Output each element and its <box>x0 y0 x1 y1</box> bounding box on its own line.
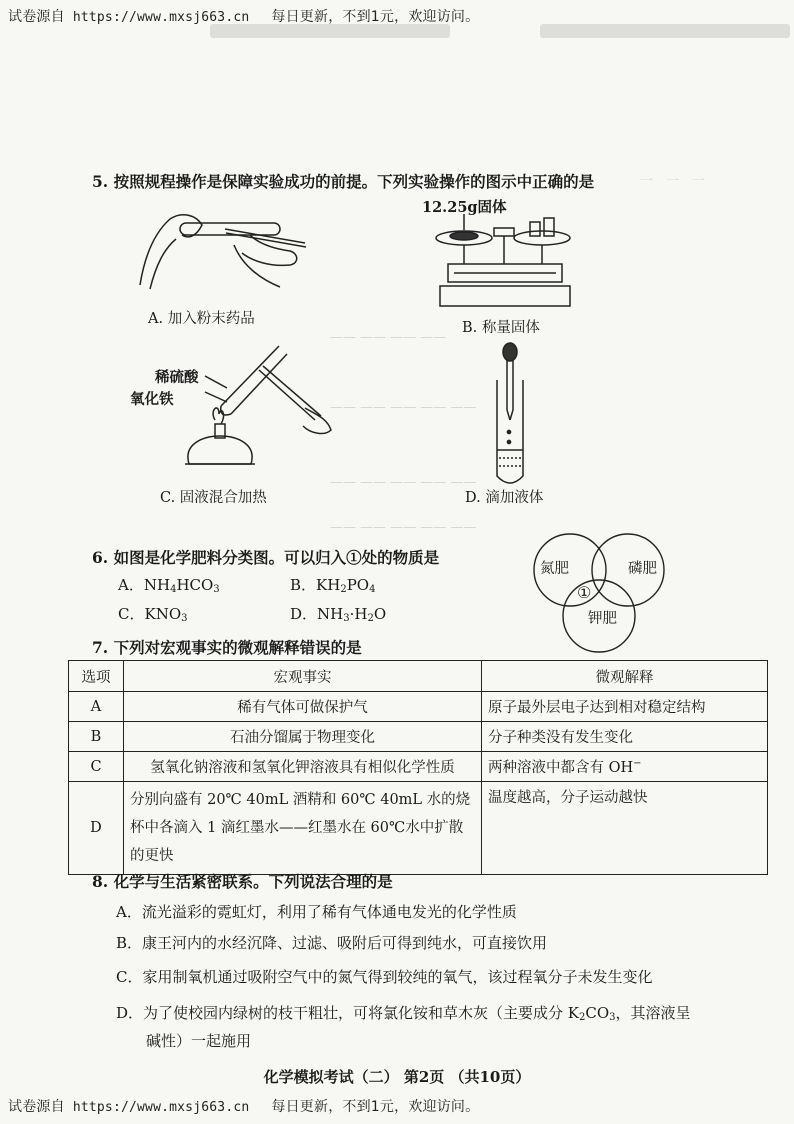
row-fact: 氢氧化钠溶液和氢氧化钾溶液具有相似化学性质 <box>124 752 482 782</box>
q8-option-d-line2: 碱性）一起施用 <box>146 1032 252 1050</box>
header-micro-explanation: 微观解释 <box>482 661 768 692</box>
q6-option-c[interactable]: C．$KNO_3$ <box>118 605 188 624</box>
row-fact: 石油分馏属于物理变化 <box>124 722 482 752</box>
figure-a-powder-adding <box>130 205 315 295</box>
scan-smudge <box>540 24 790 38</box>
figure-c-caption: C. 固液混合加热 <box>160 490 267 506</box>
figure-b-label: 12.25g固体 <box>422 199 507 216</box>
row-fact: 稀有气体可做保护气 <box>124 692 482 722</box>
q8-option-a[interactable]: A．流光溢彩的霓虹灯，利用了稀有气体通电发光的化学性质 <box>116 903 517 921</box>
banner-source: 试卷源自 <box>8 9 65 25</box>
row-option: B <box>69 722 124 752</box>
figure-d-caption: D. 滴加液体 <box>465 490 544 506</box>
venn-label-nitrogen: 氮肥 <box>540 561 569 577</box>
q8-stem: 8. 化学与生活紧密联系。下列说法合理的是 <box>92 872 393 891</box>
figure-b-caption: B. 称量固体 <box>462 320 540 336</box>
venn-mark-1: ① <box>577 583 592 602</box>
row-option: A <box>69 692 124 722</box>
figure-c-label-acid: 稀硫酸 <box>155 369 199 386</box>
q6-stem: 6. 如图是化学肥料分类图。可以归入①处的物质是 <box>92 548 440 567</box>
header-option: 选项 <box>69 661 124 692</box>
figure-a-caption: A. 加入粉末药品 <box>148 311 255 327</box>
table-row[interactable] <box>69 722 768 752</box>
page-footer: 化学模拟考试（二） 第2页 （共10页） <box>263 1068 531 1086</box>
q8-option-c[interactable]: C．家用制氧机通过吸附空气中的氮气得到较纯的氧气，该过程氧分子未发生变化 <box>116 968 653 986</box>
row-option: D <box>69 782 124 875</box>
figure-d-dropper <box>485 340 535 490</box>
fertilizer-venn-diagram <box>525 532 685 657</box>
figure-b-balance <box>430 214 580 314</box>
table-row[interactable] <box>69 782 768 875</box>
q5-stem: 5. 按照规程操作是保障实验成功的前提。下列实验操作的图示中正确的是 <box>92 172 595 191</box>
q7-table <box>68 660 768 875</box>
banner-url[interactable]: https://www.mxsj663.cn <box>72 1100 250 1115</box>
table-row[interactable] <box>69 752 768 782</box>
bleed-through: —— —— —— —— —— <box>330 475 477 490</box>
q8-option-d[interactable]: D．为了使校园内绿树的枝干粗壮，可将氯化铵和草木灰（主要成分 $K_2CO_3$，其溶液呈 <box>116 1004 691 1023</box>
row-explanation: 原子最外层电子达到相对稳定结构 <box>482 692 768 722</box>
table-header-row <box>69 661 768 692</box>
row-explanation: 温度越高，分子运动越快 <box>482 782 768 875</box>
row-explanation: 分子种类没有发生变化 <box>482 722 768 752</box>
banner-source: 试卷源自 <box>8 1099 65 1115</box>
scan-smudge <box>210 24 450 38</box>
venn-label-phosphorus: 磷肥 <box>628 561 657 577</box>
figure-c-heating <box>175 340 335 470</box>
q6-option-d[interactable]: D．$NH_3\cdot H_2O$ <box>290 605 387 624</box>
bleed-through: —— —— —— —— <box>330 330 447 345</box>
row-option: C <box>69 752 124 782</box>
banner-note: 每日更新，不到1元，欢迎访问。 <box>271 9 480 25</box>
figure-c-label-oxide: 氧化铁 <box>130 391 174 408</box>
bleed-through: —— —— —— —— —— <box>330 400 477 415</box>
venn-label-potassium: 钾肥 <box>588 611 617 627</box>
watermark-banner-top <box>8 6 479 26</box>
banner-note: 每日更新，不到1元，欢迎访问。 <box>271 1099 480 1115</box>
q6-option-b[interactable]: B．$KH_2PO_4$ <box>290 576 376 595</box>
table-row[interactable] <box>69 692 768 722</box>
q7-stem: 7. 下列对宏观事实的微观解释错误的是 <box>92 638 362 657</box>
banner-url[interactable]: https://www.mxsj663.cn <box>72 10 250 25</box>
watermark-banner-bottom <box>8 1096 479 1116</box>
q6-option-a[interactable]: A．$NH_4HCO_3$ <box>118 576 220 595</box>
q8-option-b[interactable]: B．康王河内的水经沉降、过滤、吸附后可得到纯水，可直接饮用 <box>116 934 548 952</box>
row-explanation: 两种溶液中都含有 OH− <box>482 752 768 782</box>
bleed-through: 一 一 一 <box>640 174 706 189</box>
row-fact: 分别向盛有 20℃ 40mL 酒精和 60℃ 40mL 水的烧杯中各滴入 1 滴红墨水——红墨水在 60℃水中扩散的更快 <box>124 782 482 875</box>
header-macro-fact: 宏观事实 <box>124 661 482 692</box>
bleed-through: —— —— —— —— —— <box>330 520 477 535</box>
